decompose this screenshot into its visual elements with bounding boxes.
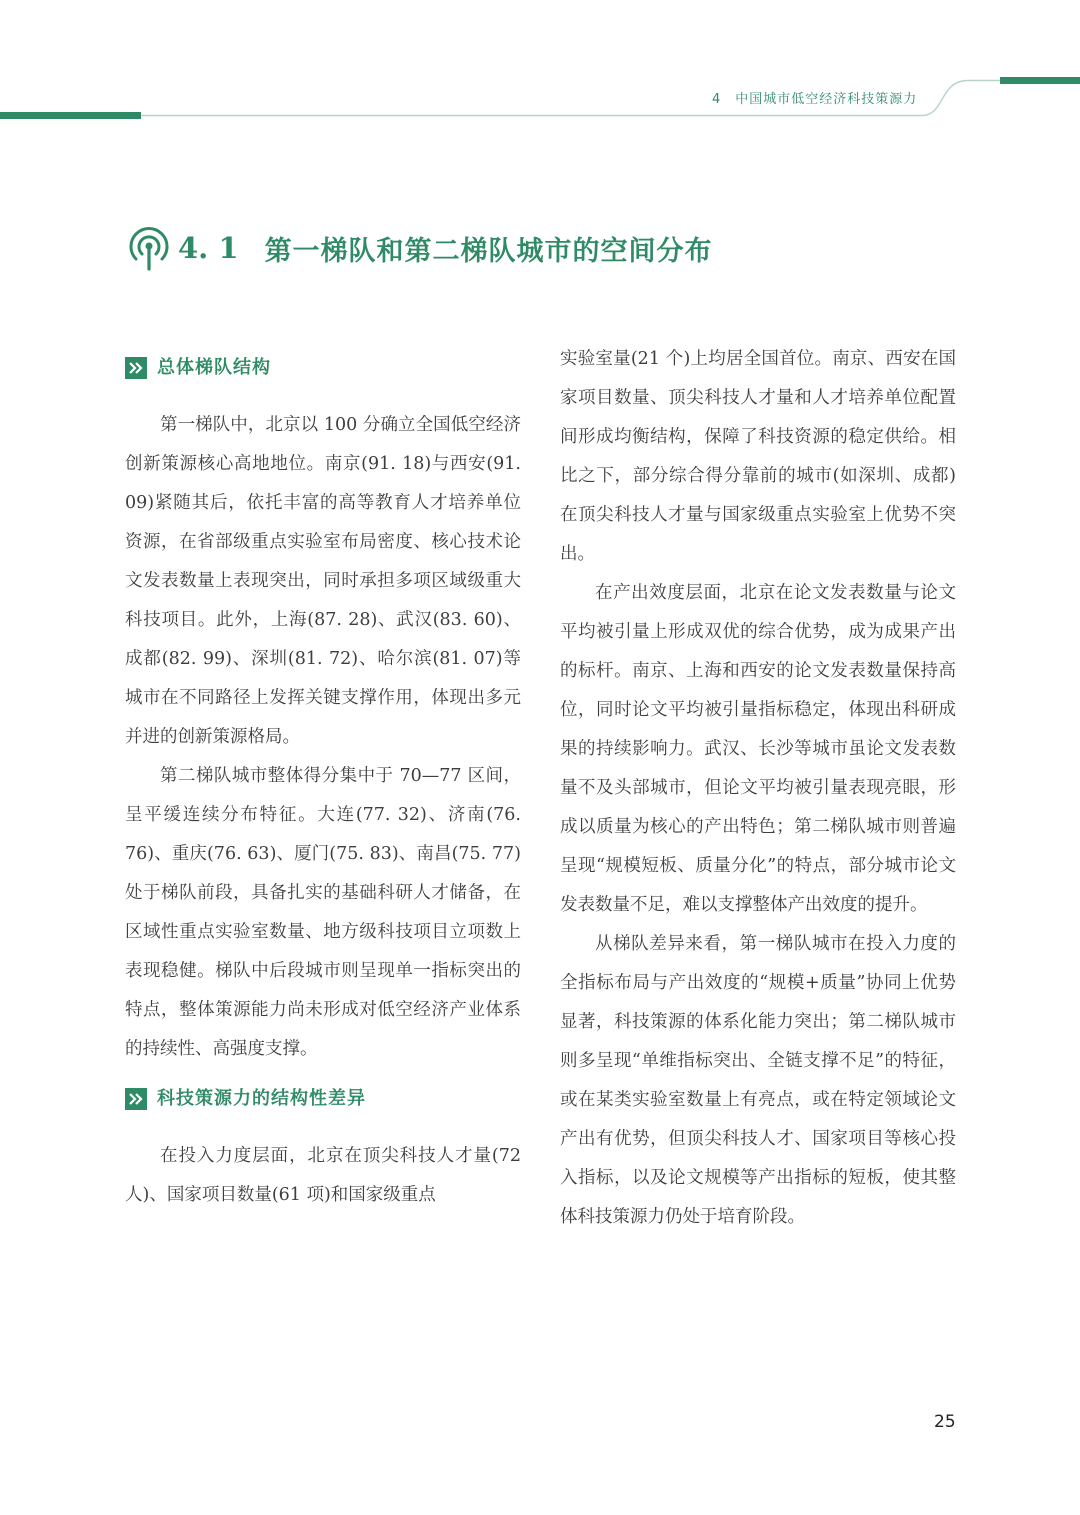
chapter-title: 中国城市低空经济科技策源力 [735, 92, 918, 107]
paragraph: 第二梯队城市整体得分集中于 70—77 区间，呈平缓连续分布特征。大连(77. 32)、济南(76. 76)、重庆(76. 63)、厦门(75. 83)、南昌(75. 77)处于梯队前段，具备扎实的基础科研人才储备，在区域性重点实验室数量、地方级科技项目立项数上表现稳健。梯队中后段城市则呈现单一指标突出的特点，整体策源能力尚未形成对低空经济产业体系的持续性、高强度支撑。 [125, 766, 521, 1059]
subsection-heading-structural-differences [125, 1079, 521, 1118]
right-column [560, 340, 956, 1237]
paragraph: 在投入力度层面，北京在顶尖科技人才量(72 人)、国家项目数量(61 项)和国家级重点 [125, 1146, 521, 1205]
subsection-title: 总体梯队结构 [157, 357, 271, 378]
paragraph: 在产出效度层面，北京在论文发表数量与论文平均被引量上形成双优的综合优势，成为成果产出的标杆。南京、上海和西安的论文发表数量保持高位，同时论文平均被引量指标稳定，体现出科研成果的持续影响力。武汉、长沙等城市虽论文发表数量不及头部城市，但论文平均被引量表现亮眼，形成以质量为核心的产出特色；第二梯队城市则普遍呈现“规模短板、质量分化”的特点，部分城市论文发表数量不足，难以支撑整体产出效度的提升。 [560, 583, 956, 915]
header-rule-line [0, 81, 1080, 116]
subsection-heading-tier-structure [125, 348, 521, 387]
double-chevron-right-icon [125, 1088, 147, 1110]
header-decoration [0, 0, 1080, 130]
section-heading [124, 222, 713, 274]
section-title: 第一梯队和第二梯队城市的空间分布 [264, 235, 713, 267]
double-chevron-right-icon [125, 357, 147, 379]
header-rule-accent-right [1000, 77, 1080, 84]
paragraph: 实验室量(21 个)上均居全国首位。南京、西安在国家项目数量、顶尖科技人才量和人才培养单位配置间形成均衡结构，保障了科技资源的稳定供给。相比之下，部分综合得分靠前的城市(如深圳、成都)在顶尖科技人才量与国家级重点实验室上优势不突出。 [560, 349, 956, 564]
running-header [712, 88, 917, 107]
left-column [125, 340, 521, 1215]
chapter-number: 4 [712, 92, 722, 107]
paragraph: 从梯队差异来看，第一梯队城市在投入力度的全指标布局与产出效度的“规模+质量”协同上优势显著，科技策源的体系化能力突出；第二梯队城市则多呈现“单维指标突出、全链支撑不足”的特征，或在某类实验室数量上有亮点，或在特定领域论文产出有优势，但顶尖科技人才、国家项目等核心投入指标，以及论文规模等产出指标的短板，使其整体科技策源力仍处于培育阶段。 [560, 934, 956, 1227]
section-number: 4. 1 [178, 231, 239, 265]
header-rule-accent-left [0, 112, 141, 119]
page-number: 25 [934, 1412, 956, 1432]
paragraph: 第一梯队中，北京以 100 分确立全国低空经济创新策源核心高地地位。南京(91. 18)与西安(91. 09)紧随其后，依托丰富的高等教育人才培养单位资源，在省部级重点实验室布局密度、核心技术论文发表数量上表现突出，同时承担多项区域级重大科技项目。此外，上海(87. 28)、武汉(83. 60)、成都(82. 99)、深圳(81. 72)、哈尔滨(81. 07)等城市在不同路径上发挥关键支撑作用，体现出多元并进的创新策源格局。 [125, 415, 521, 747]
subsection-title: 科技策源力的结构性差异 [157, 1088, 366, 1109]
location-pin-icon [124, 223, 174, 273]
